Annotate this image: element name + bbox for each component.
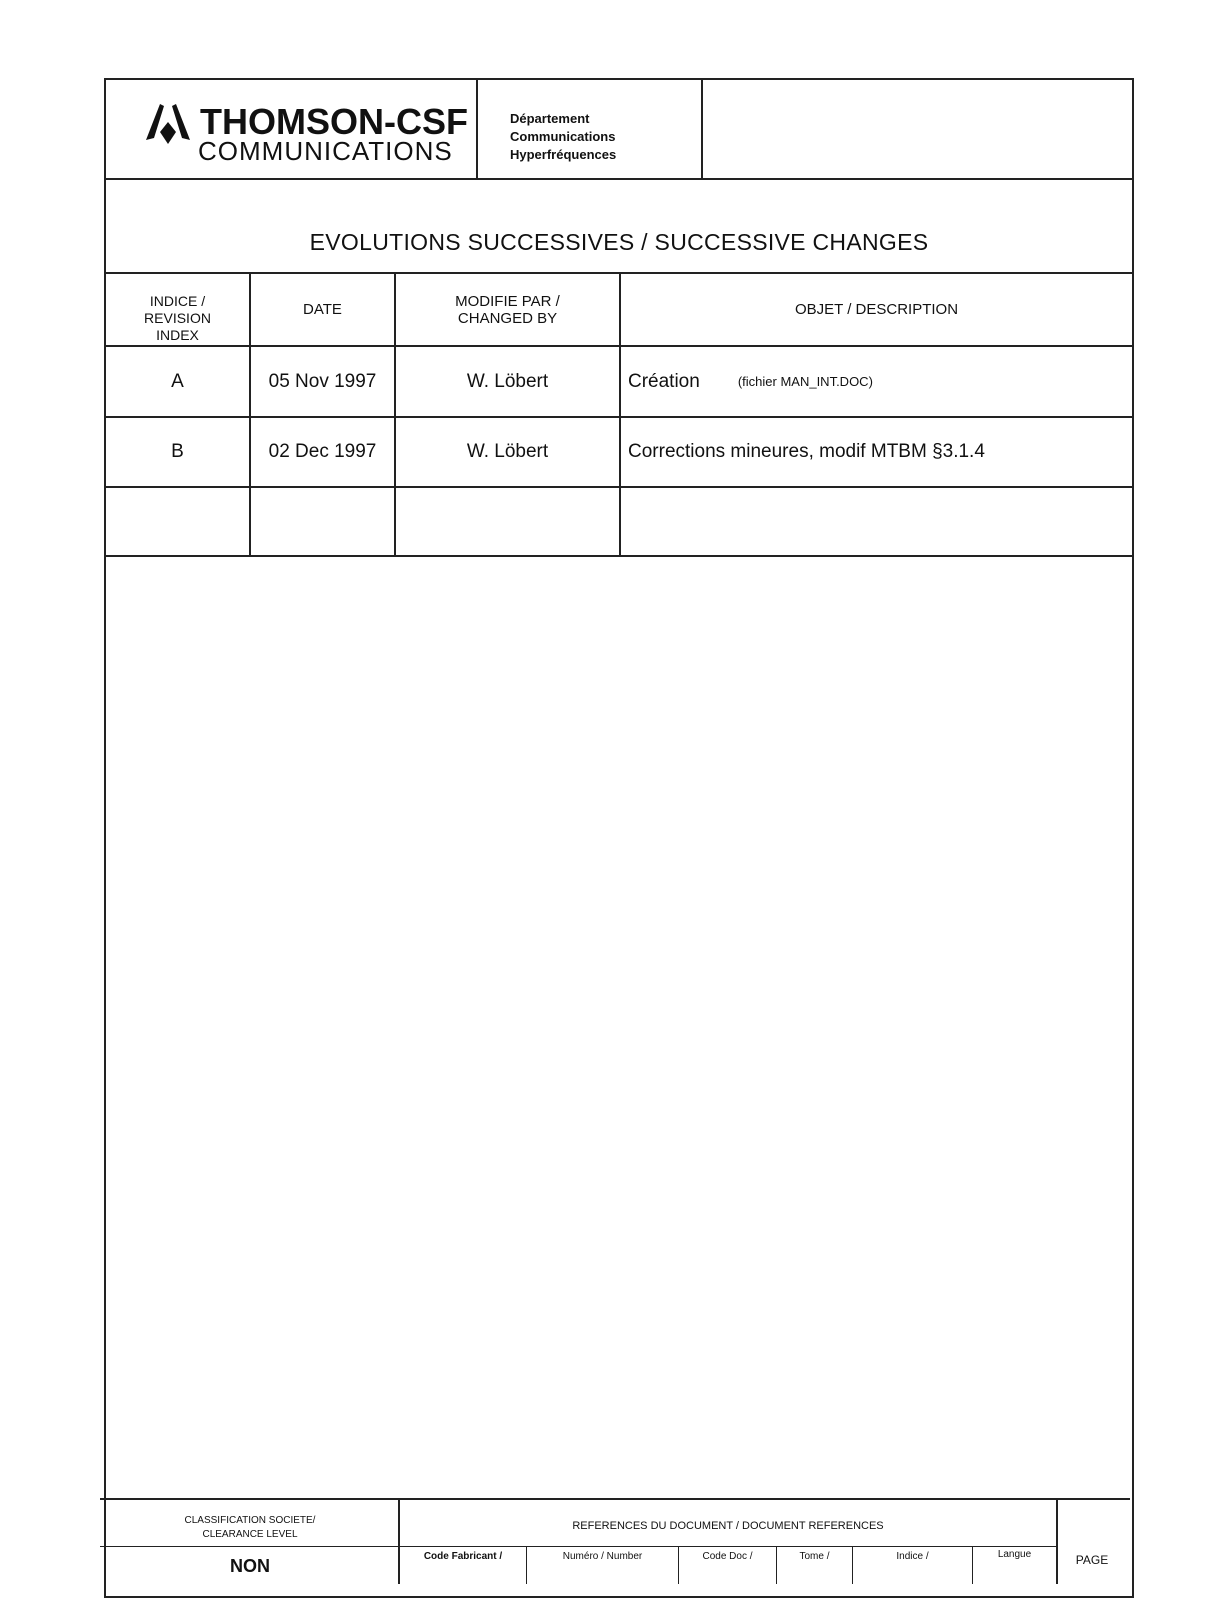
row-a-changed-by: W. Löbert [466,370,549,392]
header-divider-1 [476,78,478,179]
header-index-line-1: INDICE / [149,292,206,309]
footer-divider-page [1056,1498,1058,1584]
footer-top-rule [100,1498,1130,1500]
row-a-note: (fichier MAN_INT.DOC) [737,374,873,389]
department-block [510,110,616,164]
footer-references-label: REFERENCES DU DOCUMENT / DOCUMENT REFERENCES [572,1520,884,1532]
header-index [106,290,249,346]
footer-divider-classification [398,1498,400,1584]
header-description: OBJET / DESCRIPTION [794,301,959,318]
classification-label-line-2: CLEARANCE LEVEL [202,1529,298,1540]
footer-classification-label [102,1514,398,1542]
ref-col-index: Indice / [896,1551,929,1562]
department-line-2: Communications [510,129,616,144]
row-c-empty [106,488,1132,555]
header-changed-by-line-1: MODIFIE PAR / [455,293,560,310]
header-changed-by-line-2: CHANGED BY [457,310,558,327]
thomson-logo-icon [142,100,194,148]
header-bottom-rule [104,178,1134,180]
company-division: COMMUNICATIONS [198,136,453,166]
ref-col-doc-code: Code Doc / [702,1551,753,1562]
header-date: DATE [303,301,342,318]
company-name: THOMSON-CSF [200,101,468,142]
header-index-line-3: INDEX [156,326,199,343]
row-b-description-text: Corrections mineures, modif MTBM §3.1.4 [628,441,985,462]
header-divider-2 [701,78,703,179]
ref-col-manufacturer: Code Fabricant / [423,1551,503,1562]
footer-classification-value: NON [230,1556,270,1576]
footer-mid-rule [100,1546,398,1547]
footer-ref-rule [398,1546,1056,1547]
company-logo [140,98,470,168]
ref-col-volume: Tome / [799,1551,830,1562]
page-title: EVOLUTIONS SUCCESSIVES / SUCCESSIVE CHANGES [309,228,929,255]
footer-page-label: PAGE [1075,1553,1109,1567]
department-line-1: Département [510,111,590,126]
department-line-3: Hyperfréquences [510,147,617,162]
row-b-description [628,418,1128,486]
classification-label-line-1: CLASSIFICATION SOCIETE/ [184,1515,316,1526]
row-b-changed-by: W. Löbert [466,441,549,462]
row-b-index: B [171,441,184,462]
row-a-description [628,347,1128,416]
header-changed-by [396,280,619,340]
row-a-index: A [171,370,184,392]
ref-col-language: Langue [997,1549,1032,1560]
row-a-date: 05 Nov 1997 [268,370,377,392]
row-a-description-text: Création [628,370,700,392]
header-index-line-2: REVISION [144,309,211,326]
ref-col-number: Numéro / Number [562,1551,643,1562]
row-b-date: 02 Dec 1997 [268,441,377,462]
